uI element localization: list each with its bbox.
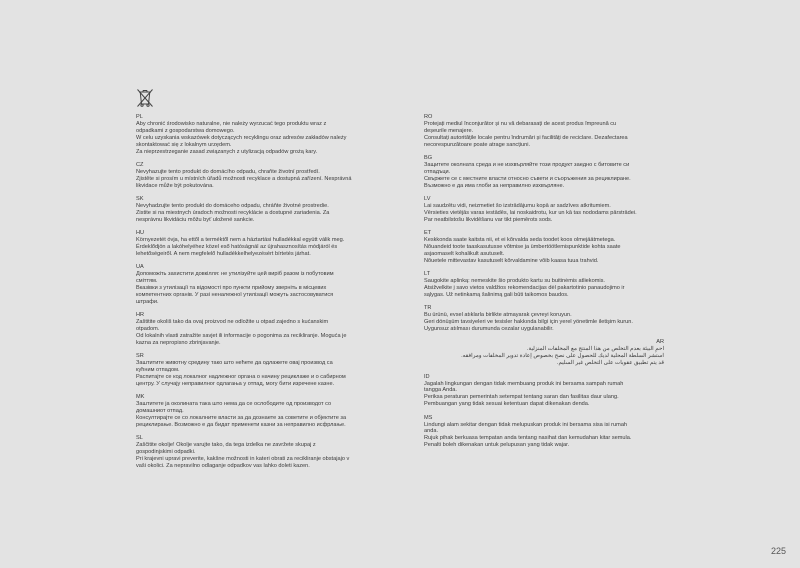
text-line: otpadom. xyxy=(136,326,160,333)
language-code: HR xyxy=(136,312,145,319)
language-section-ms xyxy=(424,415,664,450)
text-line: Aby chronić środowisko naturalne, nie należy wyrzucać tego produktu wraz z xyxy=(136,120,327,127)
text-line: Bu ürünü, evsel atıklarla birlikte atmayarak çevreyi koruyun. xyxy=(424,312,572,319)
language-code: LT xyxy=(424,271,431,278)
text-line: Распитајте се код локалног надлежног органа о начину рециклаже и о сабирном xyxy=(136,374,346,380)
text-line: Lai saudzētu vidi, neizmetiet šo izstrādājumu kopā ar sadzīves atkritumiem. xyxy=(424,202,611,209)
text-line: Penalti boleh dikenakan untuk pelupusan yang tidak wajar. xyxy=(424,442,570,449)
text-line: tangga Anda. xyxy=(424,387,457,394)
language-code: TR xyxy=(424,305,432,312)
language-code: ET xyxy=(424,230,432,237)
language-section-ar xyxy=(424,339,664,367)
text-line: Nõuetele mittevastav kasutuselt kõrvaldamine võib kaasa tuua trahvid. xyxy=(424,257,599,264)
text-line: Защитете околната среда и не изхвърляйте този продукт заедно с битовите си xyxy=(424,161,630,168)
text-line: Nevyhadzujte tento produkt do domáceho odpadu, chráňte životné prostredie. xyxy=(136,202,329,209)
text-line: центру. У случају неправилног одлагања у отпад, могу бити изречене казне. xyxy=(136,380,335,387)
text-line: anda. xyxy=(424,428,438,435)
text-line: gospodinjskimi odpadki. xyxy=(136,449,196,456)
text-line: Környezetét óvja, ha ettől a terméktől nem a háztartási hulladékkal együtt válik meg. xyxy=(136,237,345,244)
text-line: Saugokite aplinką: nemeskite šio produkto kartu su buitinėmis atliekomis. xyxy=(424,278,605,285)
text-line: W celu uzyskania wskazówek dotyczących recyklingu oraz adresów zakładów należy xyxy=(136,134,347,141)
text-line: Protejați mediul înconjurător și nu vă debarasați de acest produs împreună cu xyxy=(424,120,617,127)
language-code: RO xyxy=(424,114,433,120)
language-code: UA xyxy=(136,264,144,271)
language-section-ua xyxy=(136,264,386,305)
text-line: отпадъци. xyxy=(424,168,451,175)
language-code: MS xyxy=(424,414,433,421)
text-line: Nevyhazujte tento produkt do domácího odpadu, chraňte životní prostředí. xyxy=(136,168,320,175)
text-line: рециклирање. Возможно е да бидат применети казни за неправилно исфрлање. xyxy=(136,421,346,428)
language-section-mk xyxy=(136,394,386,429)
text-line: домашниот отпад. xyxy=(136,408,184,415)
text-line: nesprávnu likvidáciu môžu byť uložené sankcie. xyxy=(136,216,255,223)
language-section-tr xyxy=(424,305,664,333)
language-section-lv xyxy=(424,196,664,224)
text-line: احمِ البيئة بعدم التخلص من هذا المنتج مع المخلفات المنزلية. xyxy=(526,346,664,353)
text-line: Atsižvelkite į savo vietos valdžios rekomendacijas dėl pakartotinio panaudojimo ir xyxy=(424,285,625,292)
text-line: Vērsieties vietējās varas iestādēs, lai noskaidrotu, kur un kā tas nododams pārstrādei. xyxy=(424,209,637,216)
text-line: sąlygas. Už netinkamą šalinimą gali būti taikomos baudos. xyxy=(424,291,569,298)
text-line: Вказівки з утилізації та відомості про пункти прийому зверніть в місцевих xyxy=(136,285,327,292)
text-line: Възможно е да има глоби за неправилно изхвърляне. xyxy=(424,182,565,189)
language-section-et xyxy=(424,230,664,265)
text-line: odpadkami z gospodarstwa domowego. xyxy=(136,127,235,134)
text-line: Заштитете ја околината така што нема да се ослободите од производот со xyxy=(136,401,332,408)
text-line: necorespunzătoare poate atrage sancțiuni. xyxy=(424,141,531,148)
text-line: Zaštitite okoliš tako da ovaj proizvod ne odložite u otpad zajedno s kućanskim xyxy=(136,319,329,326)
text-line: kazna za nepropisno zbrinjavanje. xyxy=(136,339,221,346)
language-code: ID xyxy=(424,373,430,380)
text-line: Lindungi alam sekitar dengan tidak melupuskan produk ini bersama sisa isi rumah xyxy=(424,421,628,428)
language-code: CZ xyxy=(136,161,144,168)
text-line: Консултирајте се со локалните власти за да дознаете за советите и објектите за xyxy=(136,415,347,422)
text-line: Par neatbilstošu likvidēšanu var tikt piemērots sods. xyxy=(424,216,553,223)
text-line: Свържете се с местните власти относно съвети и съоръжения за рециклиране. xyxy=(424,175,631,182)
crossed-out-wheelie-bin-icon xyxy=(136,88,154,108)
language-code: SR xyxy=(136,353,144,360)
language-code: HU xyxy=(136,230,145,237)
language-section-sl xyxy=(136,435,386,470)
text-line: Nõuandeid toote taaskasutusse võtmise ja ümbertöötlemispunktide kohta saate xyxy=(424,244,621,250)
text-line: vaši okolici. Za nepravilno odlaganje odpadkov vas lahko doleti kazen. xyxy=(136,462,310,469)
text-line: lehetőségeiről. A nem megfelelő hulladékkelhelyezésért bírtetés járhat. xyxy=(136,250,311,257)
text-line: Допоможіть захистити довкілля: не утилізуйте цей виріб разом із побутовим xyxy=(136,271,334,278)
text-line: Pri krajevni upravi preverite, kakšne možnosti in kateri obrati za recikliranje obstajajo v xyxy=(136,456,350,463)
left-column xyxy=(136,114,386,476)
right-column xyxy=(424,114,664,456)
text-line: Zaščitite okolje! Okolje varujte tako, da tega izdelka ne zavržete skupaj z xyxy=(136,442,316,449)
text-line: Zjistěte si prosím u místních úřadů možnosti recyklace a dostupná zařízení. Nesprávná xyxy=(136,175,352,182)
text-line: قد يتم تطبيق عقوبات على التخلص غير السليم. xyxy=(556,360,664,367)
language-code: AR xyxy=(656,339,664,346)
language-section-lt xyxy=(424,271,664,299)
language-section-cz xyxy=(136,162,386,190)
language-section-hr xyxy=(136,312,386,347)
text-line: Periksa peraturan pemerintah setempat tentang saran dan fasilitas daur ulang. xyxy=(424,394,619,401)
language-section-sr xyxy=(136,353,386,388)
language-section-bg xyxy=(424,155,664,190)
language-code: MK xyxy=(136,394,145,401)
text-line: Érdeklődjön a lakóhelyéhez közel eső hatóságnál az újrahasznosítás módjáról és xyxy=(136,244,338,250)
text-line: Uygunsuz atılması durumunda cezalar uygulanabilir. xyxy=(424,326,554,333)
text-line: Consultați autoritățile locale pentru îndrumări și facilități de reciclare. Dezafectarea xyxy=(424,134,628,141)
language-section-id xyxy=(424,374,664,409)
text-line: штрафи. xyxy=(136,298,159,305)
language-code: BG xyxy=(424,155,433,162)
language-code: SL xyxy=(136,435,143,442)
language-section-pl xyxy=(136,114,386,155)
language-code: PL xyxy=(136,114,143,120)
text-line: Заштитите животну средину тако што нећете да одлажете овај производ са xyxy=(136,360,333,367)
text-line: Rujuk pihak berkuasa tempatan anda tentang nasihat dan kemudahan kitar semula. xyxy=(424,435,632,442)
text-line: Za nieprzestrzeganie zasad związanych z utylizacją odpadów grożą kary. xyxy=(136,148,318,155)
text-line: skontaktować się z lokalnym urzędem. xyxy=(136,141,232,148)
text-line: Zistite si na miestnych úradoch možnosti recyklácie a dostupné zariadenia. Za xyxy=(136,209,330,216)
page-number: 225 xyxy=(770,546,786,556)
text-line: Geri dönüşüm tavsiyeleri ve tesisler hakkında bilgi için yerel yönetimle iletişim kurun. xyxy=(424,319,633,326)
language-code: LV xyxy=(424,196,431,203)
text-line: deșeurile menajere. xyxy=(424,127,474,134)
text-line: Keskkonda saate kaitsta nii, et ei kõrvalda seda toodet koos olmejäätmetega. xyxy=(424,237,616,244)
text-line: Jagalah lingkungan dengan tidak membuang produk ini bersama sampah rumah xyxy=(424,380,624,387)
text-line: استشر السلطة المحلية لديك للحصول على نصح بخصوص إعادة تدوير المخلفات ومرافقه. xyxy=(461,353,664,360)
text-line: asjaomaselt kohalikult asutuselt. xyxy=(424,250,505,257)
text-line: Pembuangan yang tidak sesuai ketentuan dapat dikenakan denda. xyxy=(424,401,590,408)
language-section-sk xyxy=(136,196,386,224)
text-line: Od lokalnih vlasti zatražite savjet ili informacije o pogonima za recikliranje. Moguća je xyxy=(136,332,347,339)
text-line: кућним отпадом. xyxy=(136,367,180,374)
text-line: сміттям. xyxy=(136,278,158,285)
language-section-hu xyxy=(136,230,386,258)
text-line: likvidace může být pokutována. xyxy=(136,182,214,189)
language-section-ro xyxy=(424,114,664,149)
language-code: SK xyxy=(136,196,144,203)
text-line: компетентних органів. У разі неналежної утилізації можуть застосовуватися xyxy=(136,291,334,298)
